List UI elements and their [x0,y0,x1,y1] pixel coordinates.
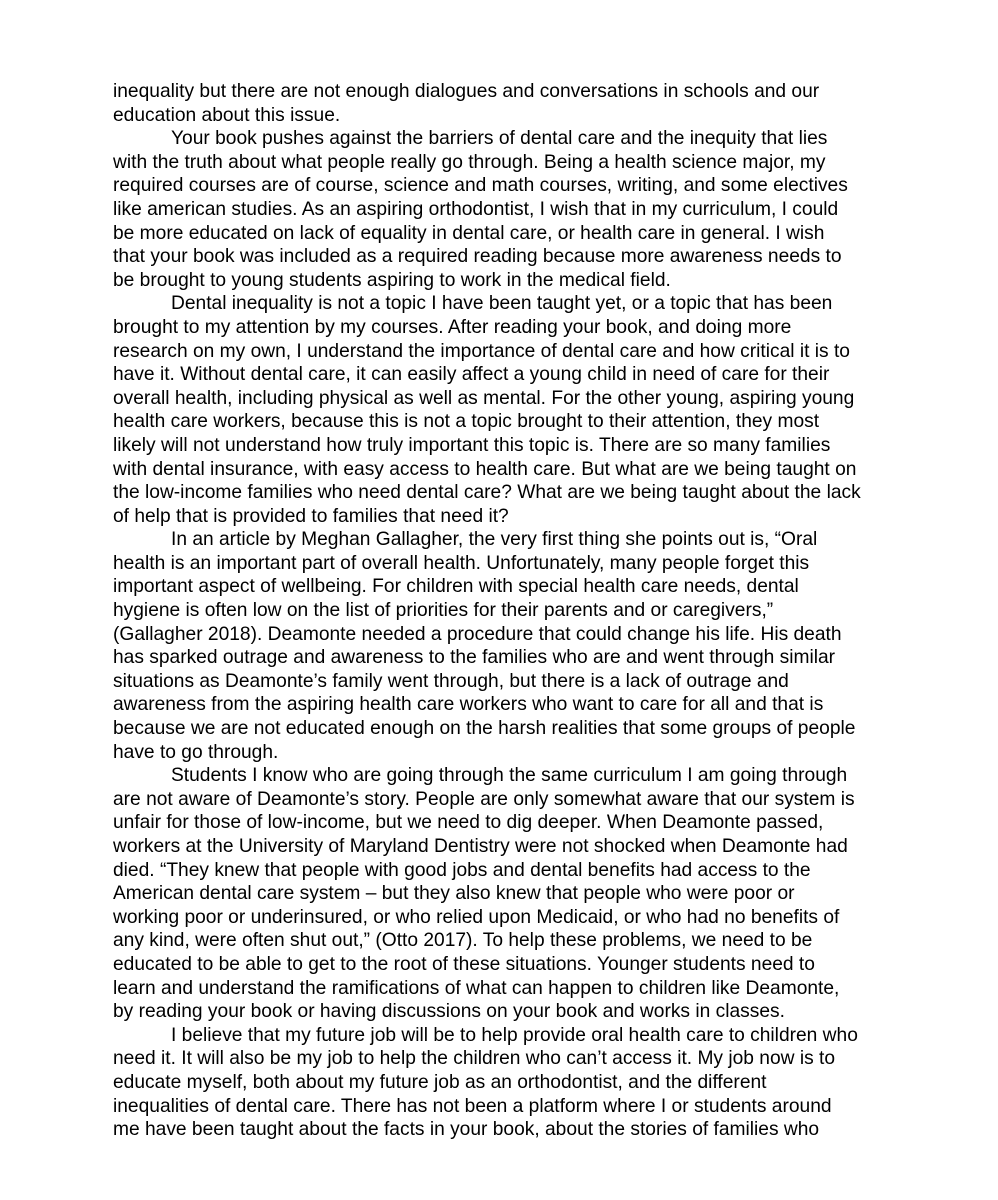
text-line: that your book was included as a required reading because more awareness needs to [113,246,842,268]
text-line: need it. It will also be my job to help the children who can’t access it. My job now is to [113,1048,836,1070]
paragraph-start-line: I believe that my future job will be to help provide oral health care to children who [171,1024,858,1046]
text-line: by reading your book or having discussions on your book and works in classes. [113,1001,785,1023]
text-line: situations as Deamonte’s family went through, but there is a lack of outrage and [113,670,789,692]
text-line: the low-income families who need dental care? What are we being taught about the lack [113,482,861,504]
text-line: like american studies. As an aspiring orthodontist, I wish that in my curriculum, I could [113,198,839,220]
text-line: hygiene is often low on the list of priorities for their parents and or caregivers,” [113,600,774,622]
text-line: (Gallagher 2018). Deamonte needed a procedure that could change his life. His death [113,623,842,645]
text-line: health is an important part of overall health. Unfortunately, many people forget this [113,552,810,574]
text-line: be brought to young students aspiring to work in the medical field. [113,269,671,291]
letter-body [113,80,903,1142]
text-line: health care workers, because this is not a topic brought to their attention, they most [113,411,820,433]
text-line: unfair for those of low-income, but we need to dig deeper. When Deamonte passed, [113,812,824,834]
text-line: educated to be able to get to the root of these situations. Younger students need to [113,953,815,975]
text-line: have it. Without dental care, it can easily affect a young child in need of care for their [113,364,830,386]
text-line: inequality but there are not enough dialogues and conversations in schools and our [113,81,820,102]
text-line: educate myself, both about my future job as an orthodontist, and the different [113,1071,767,1093]
text-line: be more educated on lack of equality in dental care, or health care in general. I wish [113,222,825,244]
text-line: died. “They knew that people with good jobs and dental benefits had access to the [113,859,811,881]
text-line: working poor or underinsured, or who relied upon Medicaid, or who had no benefits of [113,906,840,928]
text-line: overall health, including physical as well as mental. For the other young, aspiring young [113,387,855,409]
text-line: required courses are of course, science and math courses, writing, and some electives [113,175,848,197]
text-line: inequalities of dental care. There has not been a platform where I or students around [113,1095,832,1117]
text-line: education about this issue. [113,104,341,126]
text-line: brought to my attention by my courses. After reading your book, and doing more [113,316,792,338]
text-line: have to go through. [113,741,279,763]
text-line: with the truth about what people really go through. Being a health science major, my [113,151,826,173]
text-line: any kind, were often shut out,” (Otto 2017). To help these problems, we need to be [113,930,813,952]
text-line: me have been taught about the facts in your book, about the stories of families who [113,1119,820,1141]
text-line: has sparked outrage and awareness to the families who are and went through similar [113,647,836,669]
text-line: are not aware of Deamonte’s story. People are only somewhat aware that our system is [113,788,855,810]
paragraph-start-line: In an article by Meghan Gallagher, the very first thing she points out is, “Oral [171,529,818,551]
text-line: research on my own, I understand the importance of dental care and how critical it is to [113,340,850,362]
paragraph-start-line: Dental inequality is not a topic I have been taught yet, or a topic that has been [171,293,833,315]
text-line: with dental insurance, with easy access to health care. But what are we being taught on [113,458,857,480]
text-line: awareness from the aspiring health care workers who want to care for all and that is [113,694,824,716]
text-line: workers at the University of Maryland Dentistry were not shocked when Deamonte had [113,836,848,857]
text-line: important aspect of wellbeing. For children with special health care needs, dental [113,576,799,598]
text-line: because we are not educated enough on the harsh realities that some groups of people [113,718,856,740]
text-line: of help that is provided to families that need it? [113,505,509,527]
paragraph-start-line: Students I know who are going through the same curriculum I am going through [171,765,848,787]
text-line: likely will not understand how truly important this topic is. There are so many families [113,434,831,456]
text-line: learn and understand the ramifications of what can happen to children like Deamonte, [113,977,840,999]
paragraph-start-line: Your book pushes against the barriers of dental care and the inequity that lies [171,128,828,150]
text-line: American dental care system – but they also knew that people who were poor or [113,883,795,905]
